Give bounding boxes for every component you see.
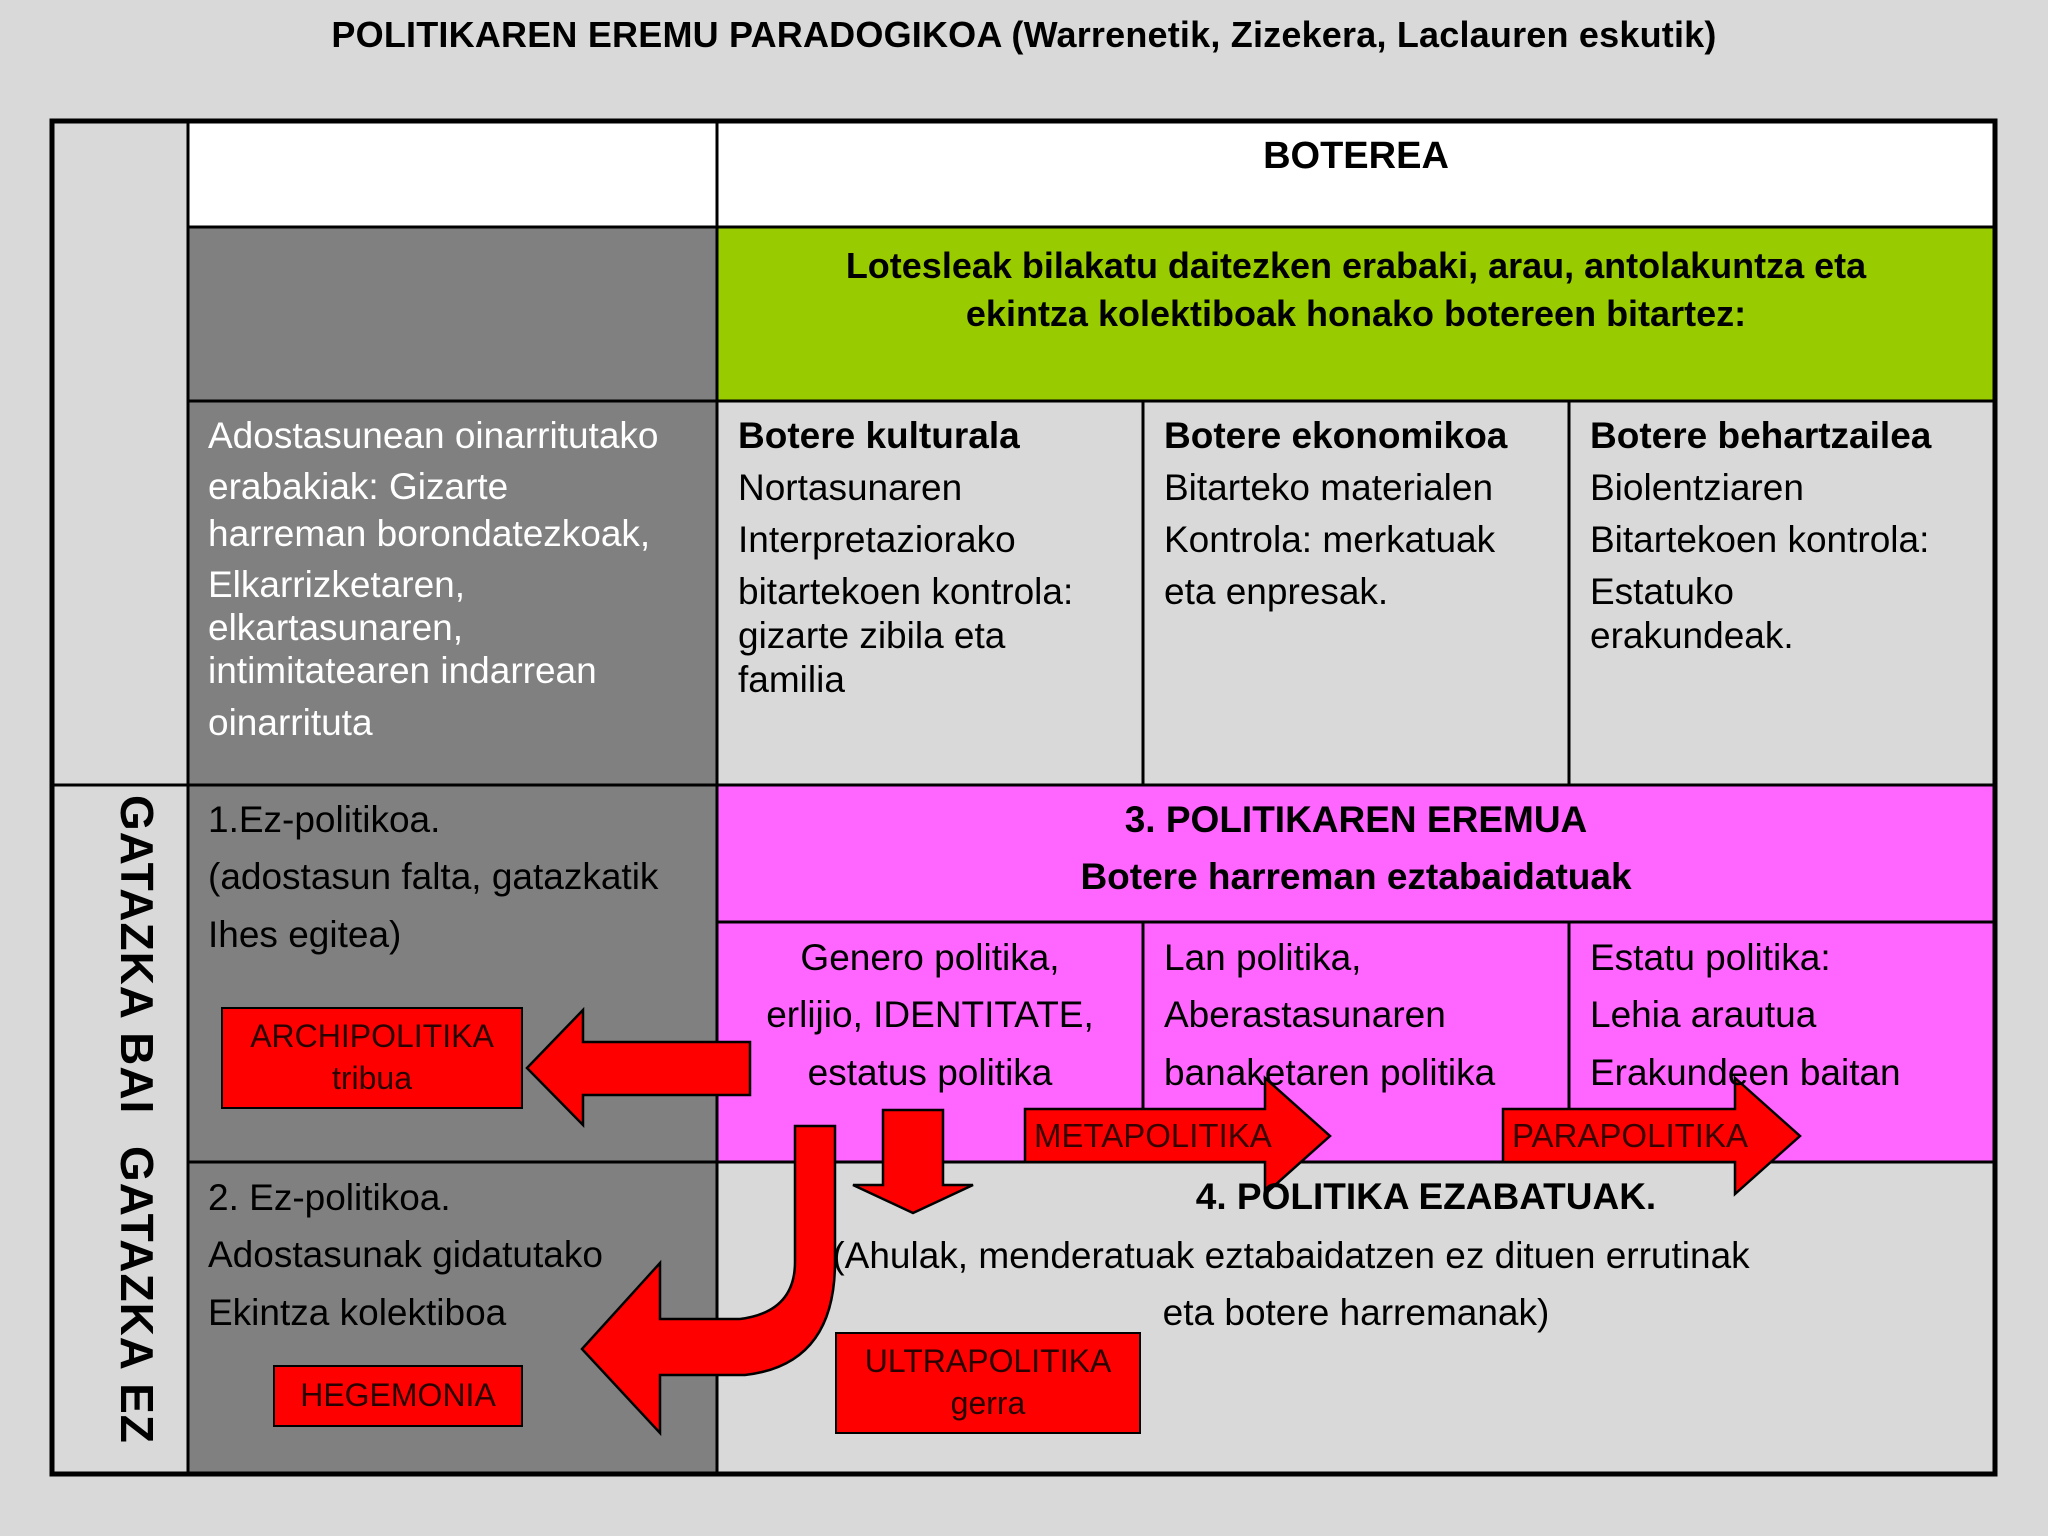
power-line: familia xyxy=(738,659,845,701)
policy-line: estatus politika xyxy=(807,1051,1053,1093)
politika-ezabatuak-title: 4. POLITIKA EZABATUAK. xyxy=(1195,1176,1657,1217)
ez-politikoa-1-line-3: Ihes egitea) xyxy=(208,913,402,955)
ez-politikoa-1-line-1: 1.Ez-politikoa. xyxy=(208,799,441,840)
power-ekonomikoa xyxy=(1164,414,1564,614)
policy-line: Estatu politika: xyxy=(1590,937,1831,978)
policy-line: Erakundeen baitan xyxy=(1590,1051,1901,1093)
power-line: Bitarteko materialen xyxy=(1164,467,1494,509)
ultrapolitika-box xyxy=(835,1332,1141,1434)
consensus-line-5: elkartasunaren, xyxy=(208,607,464,649)
boterea-header: BOTEREA xyxy=(1263,135,1449,177)
policy-line: erlijio, IDENTITATE, xyxy=(766,994,1094,1036)
archipolitika-label: ARCHIPOLITIKA xyxy=(250,1018,494,1055)
hegemonia-label: HEGEMONIA xyxy=(300,1377,496,1414)
policy-genero xyxy=(720,936,1140,1094)
page-title: POLITIKAREN EREMU PARADOGIKOA (Warrenetik, Zizekera, Laclauren eskutik) xyxy=(331,14,1717,55)
politika-ezabatuak-line-1: (Ahulak, menderatuak eztabaidatzen ez dituen errutinak xyxy=(832,1235,1750,1276)
consensus-line-7: oinarrituta xyxy=(208,701,373,743)
ez-politikoa-2-text xyxy=(208,1176,713,1334)
ez-politikoa-2-line-2: Adostasunak gidatutako xyxy=(208,1234,603,1276)
power-kulturala xyxy=(738,414,1138,702)
power-line: Interpretaziorako xyxy=(738,519,1016,561)
consensus-line-6: intimitatearen indarrean xyxy=(208,650,597,692)
hegemonia-box xyxy=(273,1365,523,1427)
power-behartzailea xyxy=(1590,414,1990,658)
power-line: Nortasunaren xyxy=(738,467,963,509)
consensus-line-4: Elkarrizketaren, xyxy=(208,563,466,605)
policy-line: Lehia arautua xyxy=(1590,994,1817,1036)
policy-line: Aberastasunaren xyxy=(1164,994,1446,1036)
policy-line: banaketaren politika xyxy=(1164,1051,1496,1093)
green-row-line-1: Lotesleak bilakatu daitezken erabaki, arau, antolakuntza eta xyxy=(845,245,1867,286)
gerra-label: gerra xyxy=(950,1385,1026,1421)
power-title: Botere kulturala xyxy=(738,415,1020,456)
power-line: eta enpresak. xyxy=(1164,571,1389,613)
side-label-gatazka-ez: GATAZKA EZ xyxy=(111,1146,163,1444)
ultrapolitika-label: ULTRAPOLITIKA xyxy=(864,1343,1112,1380)
parapolitika-label: PARAPOLITIKA xyxy=(1512,1117,1748,1154)
consensus-line-2: erabakiak: Gizarte xyxy=(208,466,509,508)
power-line: bitartekoen kontrola: xyxy=(738,571,1074,613)
consensus-line-1: Adostasunean oinarritutako xyxy=(208,415,659,456)
tribua-label: tribua xyxy=(331,1060,413,1096)
policy-line: Genero politika, xyxy=(800,937,1060,978)
header-empty-cell xyxy=(188,121,717,227)
power-line: gizarte zibila eta xyxy=(738,615,1006,657)
side-label-gatazka-bai: GATAZKA BAI xyxy=(111,795,163,1115)
politika-ezabatuak-text xyxy=(720,1234,1992,1335)
power-title: Botere ekonomikoa xyxy=(1164,415,1508,456)
policy-line: Lan politika, xyxy=(1164,937,1362,978)
green-row-line-2: ekintza kolektiboak honako botereen bitartez: xyxy=(965,292,1747,334)
consensus-line-3: harreman borondatezkoak, xyxy=(208,512,651,554)
power-line: Bitartekoen kontrola: xyxy=(1590,519,1930,561)
politika-eremua-subtitle: Botere harreman eztabaidatuak xyxy=(1080,856,1632,898)
power-title: Botere behartzailea xyxy=(1590,415,1932,456)
green-row-text xyxy=(717,242,1995,337)
politika-eremua-title: 3. POLITIKAREN EREMUA xyxy=(1124,799,1588,840)
dark-header-cell xyxy=(188,227,717,401)
ez-politikoa-2-line-1: 2. Ez-politikoa. xyxy=(208,1177,451,1218)
metapolitika-label: METAPOLITIKA xyxy=(1034,1117,1272,1154)
politika-eremua-header xyxy=(717,798,1995,899)
ez-politikoa-1-line-2: (adostasun falta, gatazkatik xyxy=(208,856,659,898)
ez-politikoa-2-line-3: Ekintza kolektiboa xyxy=(208,1291,507,1333)
politika-ezabatuak-line-2: eta botere harremanak) xyxy=(1162,1292,1550,1334)
consensus-text xyxy=(208,414,713,744)
ez-politikoa-1-text xyxy=(208,798,713,956)
power-line: Kontrola: merkatuak xyxy=(1164,519,1496,561)
power-line: Biolentziaren xyxy=(1590,467,1804,509)
policy-estatu xyxy=(1590,936,1990,1094)
archipolitika-box xyxy=(221,1007,523,1109)
policy-lan xyxy=(1164,936,1564,1094)
power-line: Estatuko xyxy=(1590,571,1734,613)
power-line: erakundeak. xyxy=(1590,615,1794,657)
